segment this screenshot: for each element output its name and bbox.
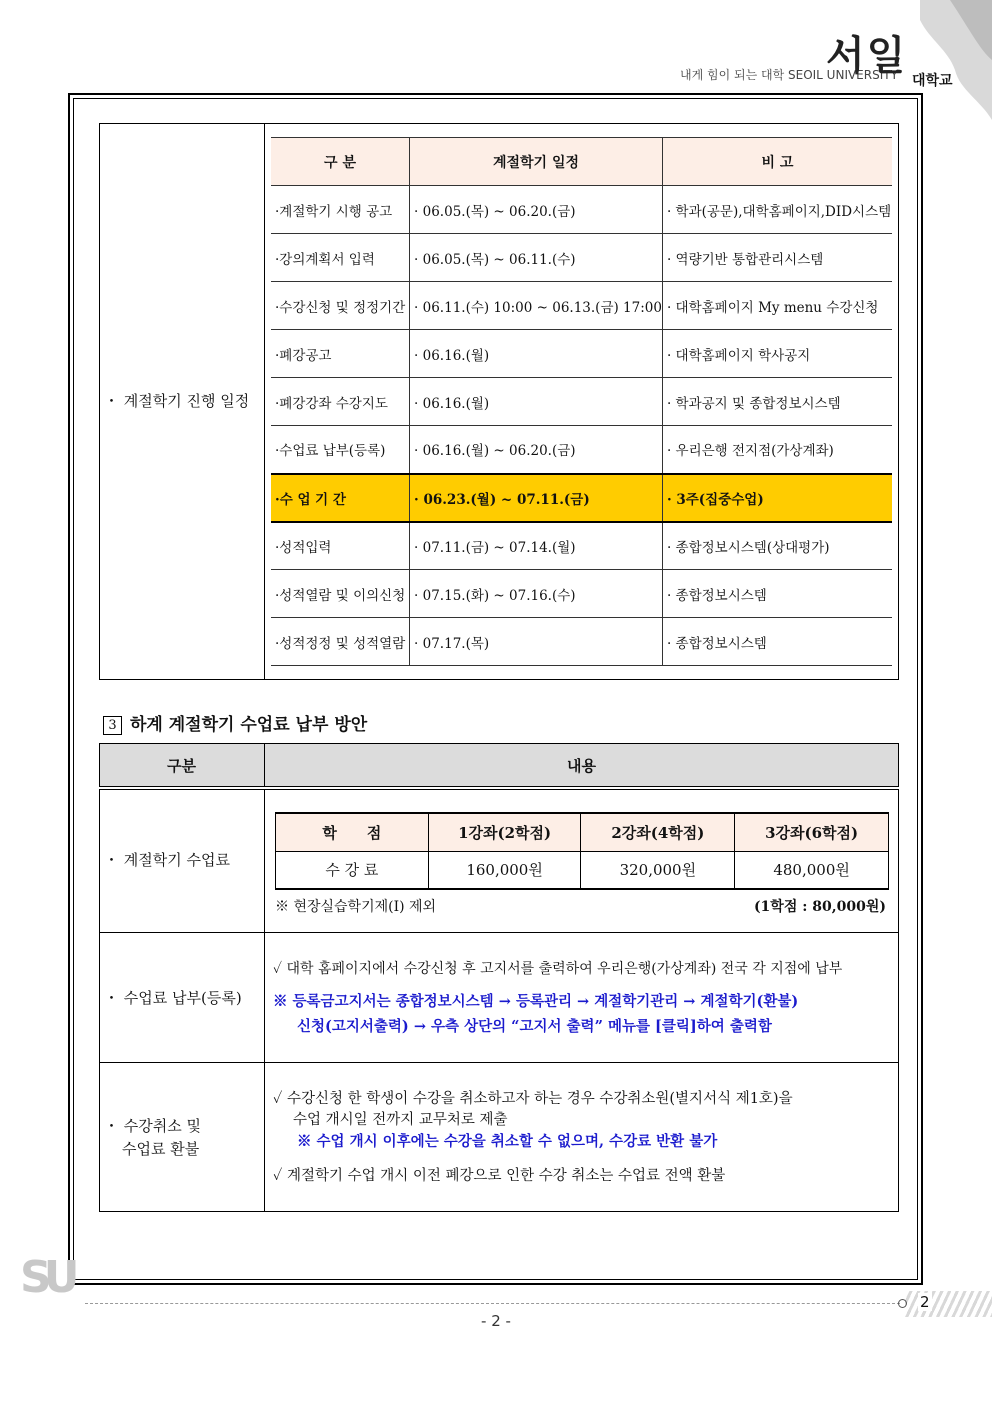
schedule-note: · 대학홈페이지 My menu 수강신청	[662, 282, 892, 330]
schedule-date: · 06.16.(월) ~ 06.20.(금)	[410, 426, 663, 474]
schedule-note: · 종합정보시스템	[662, 570, 892, 618]
schedule-item: ·성적열람 및 이의신청	[271, 570, 410, 618]
schedule-row	[271, 378, 892, 426]
fee-header-1course: 1강좌(2학점)	[428, 813, 581, 851]
schedule-note: · 종합정보시스템	[662, 618, 892, 666]
schedule-note: · 종합정보시스템(상대평가)	[662, 522, 892, 570]
schedule-item: ·계절학기 시행 공고	[271, 186, 410, 234]
schedule-note: · 우리은행 전지점(가상계좌)	[662, 426, 892, 474]
schedule-date: · 06.05.(목) ~ 06.11.(수)	[410, 234, 663, 282]
fee-per-credit: (1학점 : 80,000원)	[753, 899, 886, 915]
schedule-date: · 06.11.(수) 10:00 ~ 06.13.(금) 17:00	[410, 282, 663, 330]
schedule-item: ·수 업 기 간	[271, 474, 410, 522]
schedule-row	[271, 618, 892, 666]
refund-line-4: ✓ 계절학기 수업 개시 이전 폐강으로 인한 수강 취소는 수업료 전액 환불	[273, 1168, 726, 1184]
schedule-row	[271, 570, 892, 618]
footer-logo: SU	[20, 1252, 72, 1303]
payment-body-divider	[264, 789, 265, 1212]
university-logo-suffix: 대학교	[912, 73, 953, 89]
schedule-date: · 07.15.(화) ~ 07.16.(수)	[410, 570, 663, 618]
section-number: 3	[103, 716, 122, 735]
schedule-label: ・ 계절학기 진행 일정	[104, 392, 250, 410]
schedule-item: ·성적입력	[271, 522, 410, 570]
fee-row-label: ・ 계절학기 수업료	[104, 851, 230, 869]
footer-dashed-line	[85, 1303, 900, 1304]
refund-row-label-1: ・ 수강취소 및	[104, 1117, 201, 1135]
footer-corner-page-number: 2	[920, 1293, 930, 1311]
section-title-text: 하계 계절학기 수업료 납부 방안	[130, 715, 368, 735]
row-divider	[99, 1062, 899, 1063]
schedule-item: ·강의계획서 입력	[271, 234, 410, 282]
schedule-note: · 대학홈페이지 학사공지	[662, 330, 892, 378]
header-tagline: 내게 힘이 되는 대학 SEOIL UNIVERSITY	[680, 68, 898, 82]
university-logo: 서일	[826, 32, 908, 79]
section-title	[103, 710, 367, 735]
schedule-row	[271, 186, 892, 234]
pay-line-2: ※ 등록금고지서는 종합정보시스템 → 등록관리 → 계절학기관리 → 계절학기(환불)	[273, 993, 799, 1010]
footer-circle-icon	[898, 1299, 907, 1308]
schedule-table	[271, 137, 892, 666]
col-header-category: 구 분	[271, 138, 410, 186]
payment-col-header-content: 내용	[567, 757, 596, 775]
schedule-item: ·폐강공고	[271, 330, 410, 378]
schedule-note: · 역량기반 통합관리시스템	[662, 234, 892, 282]
fee-table-header	[276, 813, 889, 851]
schedule-date: · 06.16.(월)	[410, 378, 663, 426]
schedule-date: · 06.16.(월)	[410, 330, 663, 378]
schedule-item: ·폐강강좌 수강지도	[271, 378, 410, 426]
schedule-date: · 06.05.(목) ~ 06.20.(금)	[410, 186, 663, 234]
fee-table-row	[276, 851, 889, 889]
schedule-date: · 07.17.(목)	[410, 618, 663, 666]
schedule-date: · 06.23.(월) ~ 07.11.(금)	[410, 474, 663, 522]
refund-row-label-2: 수업료 환불	[122, 1140, 200, 1158]
row-divider	[99, 932, 899, 933]
fee-1course: 160,000원	[428, 851, 581, 889]
schedule-divider	[264, 123, 265, 680]
refund-line-2: 수업 개시일 전까지 교무처로 제출	[293, 1112, 508, 1128]
col-header-schedule: 계절학기 일정	[410, 138, 663, 186]
fee-header-3course: 3강좌(6학점)	[735, 813, 889, 851]
schedule-row	[271, 330, 892, 378]
fee-table	[275, 812, 889, 890]
fee-row-label-cell: 수 강 료	[276, 851, 429, 889]
schedule-row	[271, 282, 892, 330]
pay-row-label: ・ 수업료 납부(등록)	[104, 989, 242, 1007]
fee-note: ※ 현장실습학기제(Ⅰ) 제외	[275, 899, 437, 915]
schedule-item: ·수강신청 및 정정기간	[271, 282, 410, 330]
payment-col-header-category: 구분	[167, 757, 196, 775]
fee-header-2course: 2강좌(4학점)	[581, 813, 735, 851]
schedule-row	[271, 474, 892, 522]
fee-2course: 320,000원	[581, 851, 735, 889]
schedule-row	[271, 522, 892, 570]
schedule-row	[271, 426, 892, 474]
schedule-note: · 학과(공문),대학홈페이지,DID시스템	[662, 186, 892, 234]
schedule-row	[271, 234, 892, 282]
schedule-note: · 학과공지 및 종합정보시스템	[662, 378, 892, 426]
pay-line-3: 신청(고지서출력) → 우측 상단의 “고지서 출력” 메뉴를 [클릭]하여 출력함	[297, 1018, 772, 1035]
schedule-note: · 3주(집중수업)	[662, 474, 892, 522]
refund-line-1: ✓ 수강신청 한 학생이 수강을 취소하고자 하는 경우 수강취소원(별지서식 제1호)을	[273, 1091, 793, 1107]
schedule-item: ·수업료 납부(등록)	[271, 426, 410, 474]
fee-3course: 480,000원	[735, 851, 889, 889]
page-number: - 2 -	[481, 1312, 511, 1330]
refund-line-3: ※ 수업 개시 이후에는 수강을 취소할 수 없으며, 수강료 반환 불가	[297, 1133, 718, 1150]
pay-line-1: ✓ 대학 홈페이지에서 수강신청 후 고지서를 출력하여 우리은행(가상계좌) 전국 각 지점에 납부	[273, 961, 843, 977]
schedule-item: ·성적정정 및 성적열람	[271, 618, 410, 666]
fee-header-credit: 학 점	[276, 813, 429, 851]
col-header-note: 비 고	[662, 138, 892, 186]
schedule-header-row	[271, 138, 892, 186]
schedule-date: · 07.11.(금) ~ 07.14.(월)	[410, 522, 663, 570]
